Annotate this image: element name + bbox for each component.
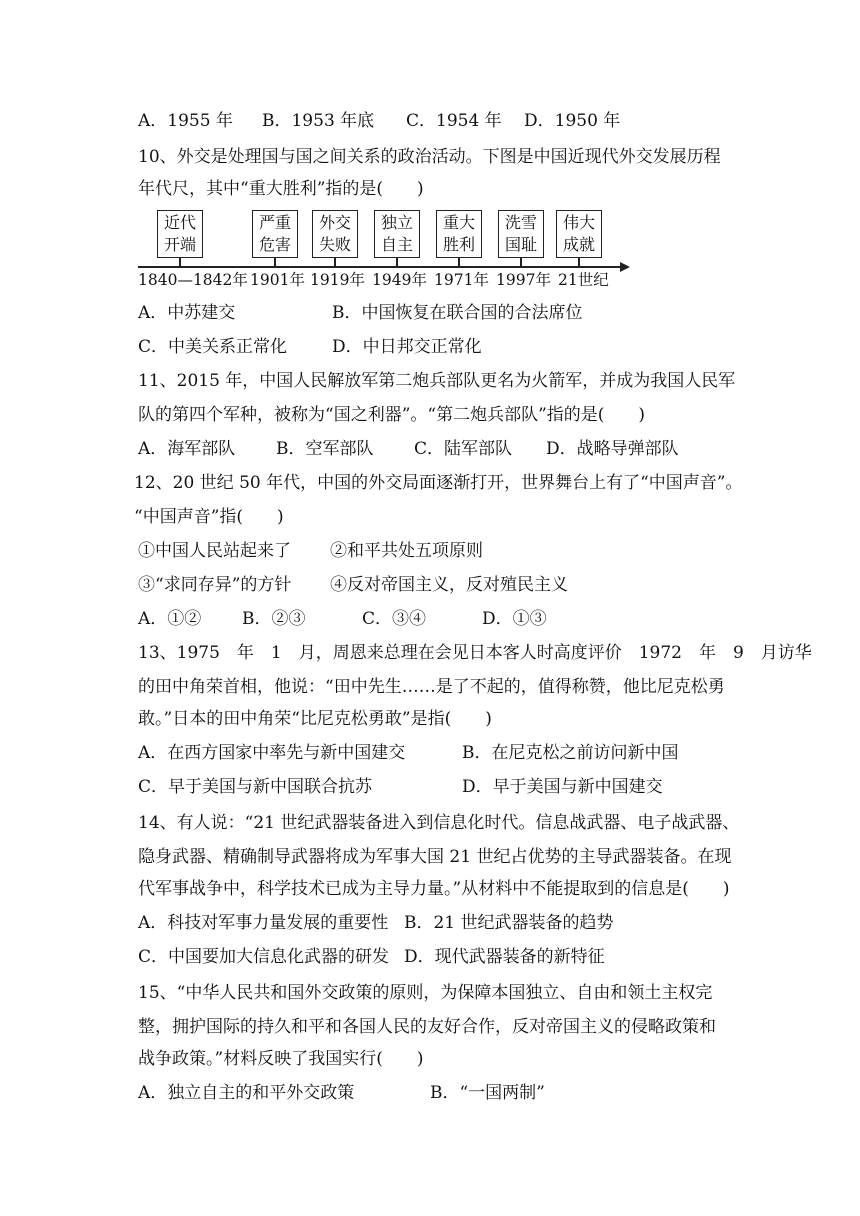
timeline-box-1-line2: 开端 <box>163 235 196 254</box>
q15-stem-line2: 整，拥护国际的持久和平和各国人民的友好合作，反对帝国主义的侵略政策和 <box>138 1017 716 1037</box>
q12-option-a: A．①② <box>138 609 202 629</box>
q11-stem-line2: 队的第四个军种，被称为“国之利器”。“第二炮兵部队”指的是( ) <box>138 405 646 425</box>
q12-item-3: ③“求同存异”的方针 <box>138 575 292 595</box>
q11-option-c: C．陆军部队 <box>414 439 513 459</box>
timeline-box-3-line1: 外交 <box>318 213 351 232</box>
q15-stem-line3: 战争政策。”材料反映了我国实行( ) <box>138 1049 424 1069</box>
timeline-stem <box>334 258 336 266</box>
timeline-box-5-line2: 胜利 <box>442 235 475 254</box>
timeline-box-5 <box>436 210 482 258</box>
q10-stem-line1: 10、外交是处理国与国之间关系的政治活动。下图是中国近现代外交发展历程 <box>138 147 721 167</box>
timeline-stem <box>578 258 580 266</box>
q9-option-a: A．1955 年 <box>138 111 233 131</box>
timeline-box-7 <box>556 210 602 258</box>
q12-item-4: ④反对帝国主义，反对殖民主义 <box>330 575 568 595</box>
q9-option-d: D．1950 年 <box>524 111 621 131</box>
q10-stem-line2: 年代尺，其中“重大胜利”指的是( ) <box>138 179 424 199</box>
timeline-year-6: 1997年 <box>496 271 551 289</box>
q9-option-c: C．1954 年 <box>406 111 502 131</box>
timeline-year-3: 1919年 <box>310 271 365 289</box>
q10-option-c: C．中美关系正常化 <box>138 337 288 357</box>
timeline-stem <box>458 258 460 266</box>
timeline-box-2-line2: 危害 <box>258 235 291 254</box>
q14-stem-line3: 代军事战争中，科学技术已成为主导力量。”从材料中不能提取到的信息是( ) <box>138 879 730 899</box>
q13-stem-line1: 13、1975 年 1 月，周恩来总理在会见日本客人时高度评价 1972 年 9 月访华 <box>138 643 812 663</box>
timeline-stem <box>274 258 276 266</box>
q12-stem-line2: “中国声音”指( ) <box>134 507 284 527</box>
q11-option-a: A．海军部队 <box>138 439 236 459</box>
timeline-year-5: 1971年 <box>434 271 489 289</box>
q13-option-b: B．在尼克松之前访问新中国 <box>462 743 679 763</box>
timeline-box-3 <box>312 210 358 258</box>
q13-option-a: A．在西方国家中率先与新中国建交 <box>138 743 406 763</box>
timeline-year-1: 1840—1842年 <box>138 271 248 289</box>
q15-option-b: B．“一国两制” <box>430 1083 545 1103</box>
q10-option-d: D．中日邦交正常化 <box>332 337 482 357</box>
q13-stem-line2: 的田中角荣首相，他说：“田中先生……是了不起的，值得称赞，他比尼克松勇 <box>138 677 725 697</box>
era-timeline <box>138 204 638 296</box>
q11-stem-line1: 11、2015 年，中国人民解放军第二炮兵部队更名为火箭军，并成为我国人民军 <box>138 371 736 391</box>
timeline-box-2 <box>252 210 298 258</box>
timeline-year-4: 1949年 <box>372 271 427 289</box>
timeline-arrow-icon <box>620 262 630 272</box>
q10-option-a: A．中苏建交 <box>138 303 236 323</box>
timeline-box-1 <box>157 210 203 258</box>
timeline-box-7-line1: 伟大 <box>562 213 595 232</box>
q11-option-b: B．空军部队 <box>276 439 374 459</box>
timeline-box-5-line1: 重大 <box>442 213 475 232</box>
q11-option-d: D．战略导弹部队 <box>546 439 679 459</box>
q15-stem-line1: 15、“中华人民共和国外交政策的原则，为保障本国独立、自由和领土主权完 <box>138 983 713 1003</box>
q14-option-c: C．中国要加大信息化武器的研发 <box>138 947 390 967</box>
q14-option-d: D．现代武器装备的新特征 <box>404 947 605 967</box>
timeline-box-6-line1: 洗雪 <box>504 213 537 232</box>
q14-option-a: A．科技对军事力量发展的重要性 <box>138 913 389 933</box>
q12-option-b: B．②③ <box>242 609 306 629</box>
q12-option-c: C．③④ <box>362 609 427 629</box>
timeline-stem <box>396 258 398 266</box>
timeline-box-7-line2: 成就 <box>562 235 595 254</box>
timeline-box-4 <box>374 210 420 258</box>
q13-stem-line3: 敢。”日本的田中角荣“比尼克松勇敢”是指( ) <box>138 709 492 729</box>
q12-item-2: ②和平共处五项原则 <box>330 541 483 561</box>
timeline-box-4-line2: 自主 <box>380 235 413 254</box>
q14-stem-line1: 14、有人说：“21 世纪武器装备进入到信息化时代。信息战武器、电子战武器、 <box>138 813 740 833</box>
timeline-box-6 <box>498 210 544 258</box>
q9-option-b: B．1953 年底 <box>262 111 375 131</box>
timeline-box-1-line1: 近代 <box>163 213 196 232</box>
q12-stem-line1: 12、20 世纪 50 年代，中国的外交局面逐渐打开，世界舞台上有了“中国声音”。 <box>134 473 743 493</box>
timeline-stem <box>520 258 522 266</box>
timeline-box-6-line2: 国耻 <box>504 235 537 254</box>
timeline-box-4-line1: 独立 <box>380 213 413 232</box>
q12-item-1: ①中国人民站起来了 <box>138 541 291 561</box>
timeline-box-2-line1: 严重 <box>258 213 291 232</box>
q10-option-b: B．中国恢复在联合国的合法席位 <box>332 303 583 323</box>
timeline-year-7: 21世纪 <box>558 271 609 289</box>
q13-option-d: D．早于美国与新中国建交 <box>462 777 663 797</box>
timeline-year-2: 1901年 <box>250 271 305 289</box>
q15-option-a: A．独立自主的和平外交政策 <box>138 1083 355 1103</box>
q14-stem-line2: 隐身武器、精确制导武器将成为军事大国 21 世纪占优势的主导武器装备。在现 <box>138 847 732 867</box>
q14-option-b: B．21 世纪武器装备的趋势 <box>404 913 614 933</box>
timeline-stem <box>179 258 181 266</box>
timeline-box-3-line2: 失败 <box>318 235 351 254</box>
timeline-axis <box>138 266 622 268</box>
q12-option-d: D．①③ <box>482 609 547 629</box>
q13-option-c: C．早于美国与新中国联合抗苏 <box>138 777 373 797</box>
